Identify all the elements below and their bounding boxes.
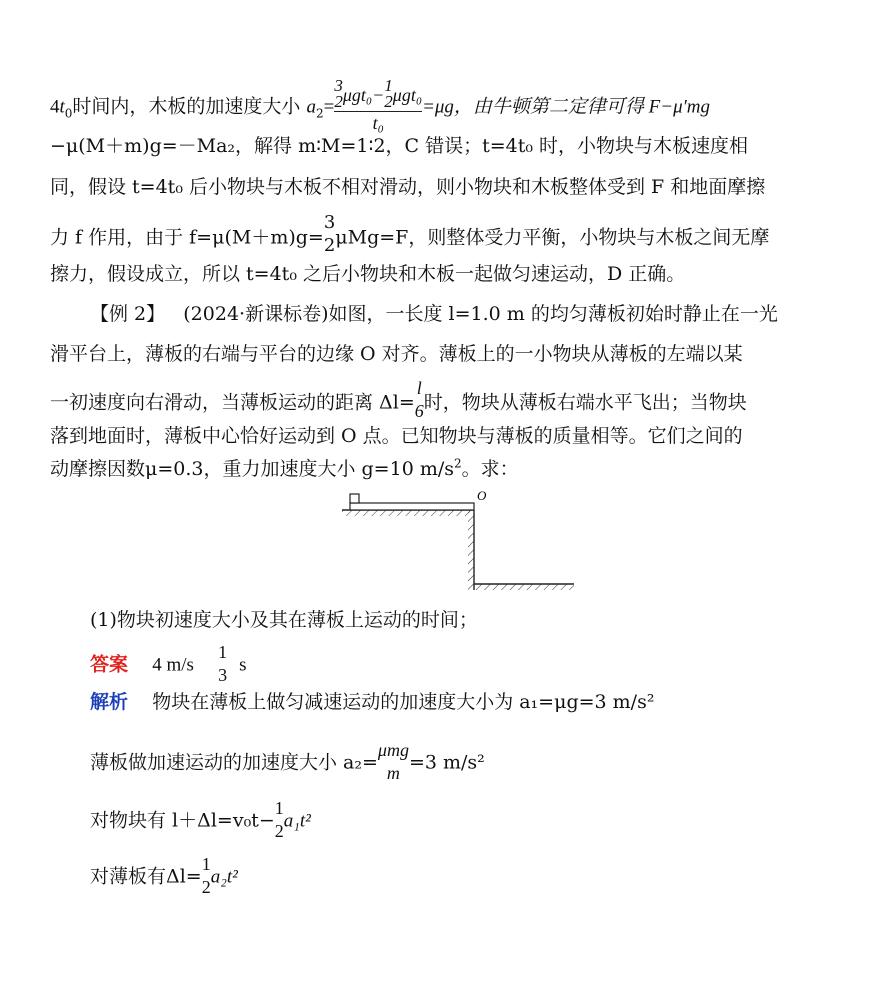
answer-velocity: 4 m/s — [152, 654, 194, 676]
text-t: t — [59, 96, 65, 118]
example-source: (2024·新课标卷) — [183, 303, 329, 325]
para1-line5: 擦力，假设成立，所以 t=4t₀ 之后小物块和木板一起做匀速运动，D 正确。 — [50, 263, 686, 285]
answer-line — [90, 644, 247, 687]
ground-hatch — [474, 584, 574, 590]
text-4: 4 — [50, 96, 60, 118]
fraction-umg-m-num: μmg — [377, 740, 409, 760]
text-newton: =μg，由牛顿第二定律可得 F−μ′mg — [422, 96, 711, 118]
answer-unit: s — [239, 654, 247, 676]
fraction-bar — [415, 399, 424, 400]
para1-line1 — [50, 76, 711, 135]
fraction-accel-denominator: t₀ — [372, 113, 384, 133]
half-3-2: 3 2 — [334, 76, 343, 111]
small-block — [350, 494, 359, 503]
fraction-umg-m — [378, 740, 409, 783]
answer-fraction-num: 1 — [218, 642, 228, 662]
text-eq: = — [323, 96, 335, 118]
fraction-half-2-den: 2 — [201, 877, 211, 897]
fraction-accel-numerator: 3 2 μgt₀− 1 2 μgt₀ — [334, 76, 423, 111]
analysis-text1: 物块在薄板上做匀减速运动的加速度大小为 a₁=μg=3 m/s² — [152, 691, 655, 713]
question-1: (1)物块初速度大小及其在薄板上运动的时间； — [90, 609, 478, 631]
fraction-umg-m-den: m — [386, 763, 400, 783]
thin-board — [350, 503, 474, 510]
analysis-text3b: a₁t² — [283, 810, 311, 832]
fraction-3-2-den: 2 — [323, 235, 336, 256]
num-term2: μgt₀ — [392, 85, 423, 105]
example-line2: 滑平台上，薄板的右端与平台的边缘 O 对齐。薄板上的一小物块从薄板的左端以某 — [50, 343, 743, 365]
text-sub0: 0 — [64, 106, 73, 121]
analysis-line1 — [90, 690, 654, 714]
analysis-text3a: 对物块有 l＋Δl=v₀t− — [90, 809, 275, 832]
example-tag: 【例 2】 — [90, 303, 166, 325]
analysis-line4 — [90, 856, 238, 899]
wall-hatch — [468, 510, 474, 590]
para1-line4 — [50, 212, 770, 260]
para1-line3: 同，假设 t=4t₀ 后小物块与木板不相对滑动，则小物块和木板整体受到 F 和地面摩擦 — [50, 176, 766, 198]
analysis-text2b: =3 m/s² — [408, 751, 485, 774]
fraction-l-6-den: 6 — [414, 401, 424, 421]
example-line4: 落到地面时，薄板中心恰好运动到 O 点。已知物块与薄板的质量相等。它们之间的 — [50, 425, 743, 447]
fraction-3-2-num: 3 — [323, 212, 336, 233]
fraction-bar — [202, 875, 211, 876]
para1-line2: −μ(M＋m)g=－Ma₂，解得 m∶M=1∶2，C 错误；t=4t₀ 时，小物块与木板速度相 — [50, 135, 749, 157]
fraction-l-6-num: l — [416, 378, 422, 398]
example-text3b: 时，物块从薄板右端水平飞出；当物块 — [423, 391, 747, 414]
analysis-label: 解析 — [90, 691, 129, 713]
example-text5b: 。求： — [461, 458, 519, 480]
platform-hatch — [342, 510, 474, 516]
analysis-text4b: a₂t² — [210, 866, 238, 888]
fraction-l-6 — [415, 378, 424, 421]
num-term1: μgt₀ — [342, 85, 373, 105]
platform-figure — [340, 488, 580, 594]
answer-fraction — [218, 642, 227, 685]
fraction-half-1-num: 1 — [274, 798, 284, 818]
answer-label: 答案 — [90, 653, 129, 676]
point-o-label: O — [477, 488, 487, 503]
analysis-text2a: 薄板做加速运动的加速度大小 a₂= — [90, 751, 378, 774]
fraction-bar — [275, 819, 284, 820]
analysis-line3 — [90, 800, 311, 843]
example-line1 — [90, 302, 778, 326]
analysis-line2 — [90, 742, 485, 785]
analysis-text4a: 对薄板有Δl= — [90, 865, 202, 888]
example-text5a: 动摩擦因数μ=0.3，重力加速度大小 g=10 m/s — [50, 458, 454, 480]
text-balance: μMg=F，则整体受力平衡，小物块与木板之间无摩 — [335, 226, 770, 249]
text-a2: a — [306, 96, 316, 118]
fraction-accel — [334, 78, 422, 133]
text-a2-sub: 2 — [315, 106, 324, 121]
fraction-half-2 — [202, 854, 211, 897]
text-accel-intro: 时间内，木板的加速度大小 — [72, 95, 307, 118]
fraction-half-1 — [275, 798, 284, 841]
example-line3 — [50, 378, 747, 425]
example-line5 — [50, 457, 519, 481]
answer-fraction-den: 3 — [218, 665, 228, 685]
example-text1: 如图，一长度 l=1.0 m 的均匀薄板初始时静止在一光 — [328, 303, 778, 325]
fraction-bar — [378, 761, 409, 762]
example-sup: 2 — [454, 456, 462, 471]
half-1-2: 1 2 — [384, 76, 393, 111]
text-friction-intro: 力 f 作用，由于 f=μ(M＋m)g= — [50, 226, 324, 249]
fraction-half-2-num: 1 — [201, 854, 211, 874]
fraction-bar — [334, 111, 422, 112]
fraction-3-2 — [324, 213, 335, 256]
example-text3a: 一初速度向右滑动，当薄板运动的距离 Δl= — [50, 391, 415, 414]
fraction-half-1-den: 2 — [274, 821, 284, 841]
fraction-bar — [218, 663, 227, 664]
